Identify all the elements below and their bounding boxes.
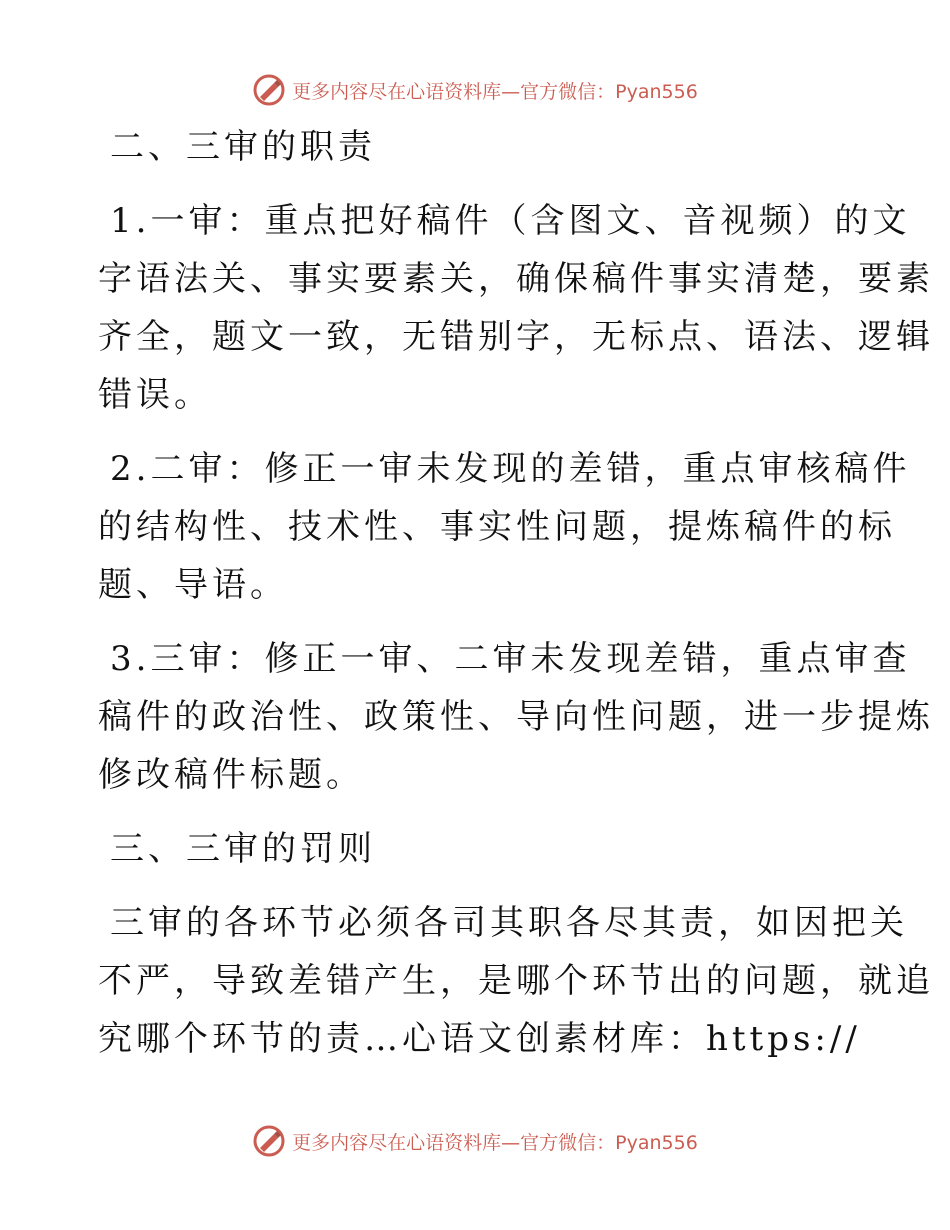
section-heading-penalties: 三、三审的罚则 <box>110 829 376 869</box>
text-line: 字语法关、事实要素关，确保稿件事实清楚，要素 <box>98 259 934 299</box>
paragraph-second-review <box>98 440 911 614</box>
watermark-text: 更多内容尽在心语资料库—官方微信：Pyan556 <box>292 1131 698 1154</box>
watermark-text: 更多内容尽在心语资料库—官方微信：Pyan556 <box>292 80 698 103</box>
text-line: 的结构性、技术性、事实性问题，提炼稿件的标 <box>98 507 896 547</box>
text-line: 1.一审：重点把好稿件（含图文、音视频）的文 <box>110 201 911 241</box>
footer-watermark <box>0 1121 950 1161</box>
paragraph-first-review <box>98 192 934 424</box>
paragraph-third-review <box>98 630 934 804</box>
section-heading-responsibilities: 二、三审的职责 <box>110 127 376 167</box>
text-line: 究哪个环节的责…心语文创素材库：https:// <box>98 1019 861 1059</box>
writing-pen-logo-icon <box>252 73 286 107</box>
text-line: 题、导语。 <box>98 565 288 605</box>
text-line: 稿件的政治性、政策性、导向性问题，进一步提炼 <box>98 697 934 737</box>
document-body <box>98 116 934 1068</box>
text-line: 修改稿件标题。 <box>98 755 364 795</box>
text-line: 2.二审：修正一审未发现的差错，重点审核稿件 <box>110 449 911 489</box>
text-line: 不严，导致差错产生，是哪个环节出的问题，就追 <box>98 961 934 1001</box>
text-line: 齐全，题文一致，无错别字，无标点、语法、逻辑 <box>98 317 934 357</box>
text-line: 三审的各环节必须各司其职各尽其责，如因把关 <box>110 903 908 943</box>
text-line: 3.三审：修正一审、二审未发现差错，重点审查 <box>110 639 911 679</box>
header-watermark <box>0 70 950 110</box>
writing-pen-logo-icon <box>252 1124 286 1158</box>
paragraph-penalties <box>98 894 934 1068</box>
text-line: 错误。 <box>98 375 212 415</box>
